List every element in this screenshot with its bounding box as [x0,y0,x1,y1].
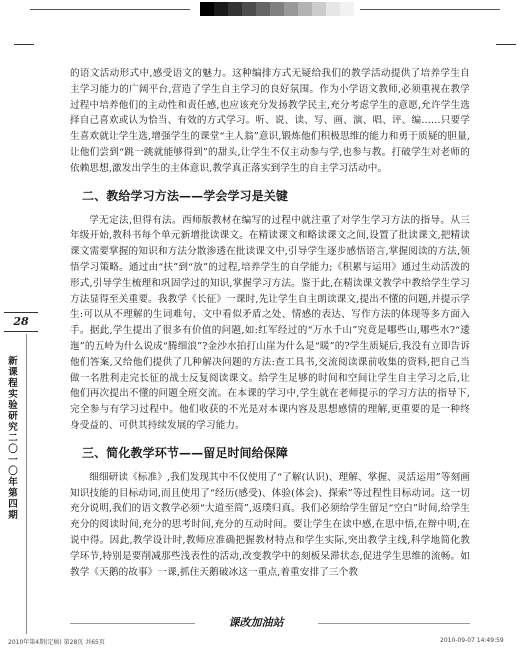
intro-paragraph: 的语文活动形式中,感受语文的魅力。这种编排方式无疑给我们的教学活动提供了培养学生自主学习能力的广阔平台,营造了学生自主学习的良好氛围。作为小学语文教师,必须重视在教学过程中培养他们的主动性和责任感,也应该充分发扬教学民主,充分考虑学生的意愿,允许学生选择自己喜欢或认为恰当、有效的方式学习。听、说、读、写、画、演、唱、评、编……只要学生喜欢就让学生选,增强学生的课堂“主人翁”意识,锻炼他们积极思维的能力和勇于质疑的胆量,让他们尝到“跳一跳就能够得到”的甜头,让学生不仅主动参与学,也参与教。打破学生对老师的依赖思想,激发出学生的主体意识,教学真正落实到学生的自主学习活动中。 [70,68,470,174]
footer-rule-right [318,623,470,624]
registration-strip [0,2,530,16]
journal-vertical-title: 新课程实验研究 二〇一〇年 第四期 [8,356,18,521]
print-slug-left: 2010年第4期(定稿) 第28页 共65页 [8,639,105,646]
registration-color-block [228,2,242,16]
article-body [70,66,470,580]
registration-color-block [214,2,228,16]
crop-mark [14,44,34,45]
section-2-paragraph: 学无定法,但得有法。西师版教材在编写的过程中就注重了对学生学习方法的指导。从三年级开始,教科书每个单元新增批读课文。在精读课文和略读课文之间,设置了批读课文,把精读课文需要掌握的知识和方法分散渗透在批读课文中,引导学生逐步感悟语言,掌握阅读的方法,领悟学习策略。通过由“扶”到“放”的过程,培养学生的自学能力;《积累与运用》通过生动活泼的形式,引导学生梳理和巩固学过的知识,掌握学习方法。鉴于此,在精读课文教学中教给学生学习方法显得至关重要。我教学《长征》一课时,先让学生自主朗读课文,提出不懂的问题,并提示学生:可以从不理解的生词难句、文中看似矛盾之处、情感的表达、写作方法的体现等多方面入手。据此,学生提出了很多有价值的问题,如:红军经过的“万水千山”究竟是哪些山,哪些水?“逶迤”的五岭为什么说成“腾细浪”?金沙水拍打山崖为什么是“暖”的?学生质疑后,我没有立即告诉他们答案,又给他们提供了几种解决问题的方法:查工具书,交流阅读课前收集的资料,把自己当做一名胜利走完长征的战士反复阅读课文。给学生足够的时间和空间让学生自主学习之后,让他们再次提出不懂的问题全班交流。在本课的学习中,学生就在老师提示的学习方法的指导下,完全参与有学习过程中。他们收获的不光是对本课内容及思想感情的理解,更重要的是一种终身受益的、可供其持续发展的学习能力。 [70,214,470,431]
registration-color-block [256,2,270,16]
registration-color-block [312,2,326,16]
section-3-heading: 三、简化教学环节——留足时间给保障 [82,445,289,460]
registration-rule [360,9,500,10]
registration-rule [30,9,190,10]
footer-rule-left [70,623,195,624]
registration-color-block [298,2,312,16]
registration-color-block [200,2,214,16]
registration-color-block [340,2,354,16]
registration-color-block [284,2,298,16]
registration-color-block [270,2,284,16]
page-number: 28 [4,312,38,332]
footer-logo: 课改加油站 [228,616,284,629]
section-2-heading: 二、教给学习方法——学会学习是关键 [82,188,289,203]
registration-color-block [326,2,340,16]
crop-mark [496,44,516,45]
print-slug-right: 2010-09-07 14:49:59 [440,637,504,644]
registration-color-block [242,2,256,16]
page-sidebar [0,306,52,606]
sidebar-rule [26,334,27,634]
section-3-paragraph: 细细研读《标准》,我们发现其中不仅使用了“了解(认识)、理解、掌握、灵活运用”等刻画知识技能的目标动词,而且使用了“经历(感受)、体验(体会)、探索”等过程性目标动词。这一切充分说明,我们的语文教学必须“大道至简”,返璞归真。我们必须给学生留足“空白”时间,给学生充分的阅读时间,充分的思考时间,充分的互动时间。要让学生在读中感,在思中悟,在辩中明,在说中得。因此,教学设计时,教师应准确把握教材特点和学生实际,突出教学主线,科学地简化教学环节,特别是要削减那些浅表性的活动,改变教学中的刻板呆滞状态,促进学生思维的流畅。如教学《天鹅的故事》一课,抓住天鹅破冰这一重点,着重安排了三个教 [70,471,470,578]
